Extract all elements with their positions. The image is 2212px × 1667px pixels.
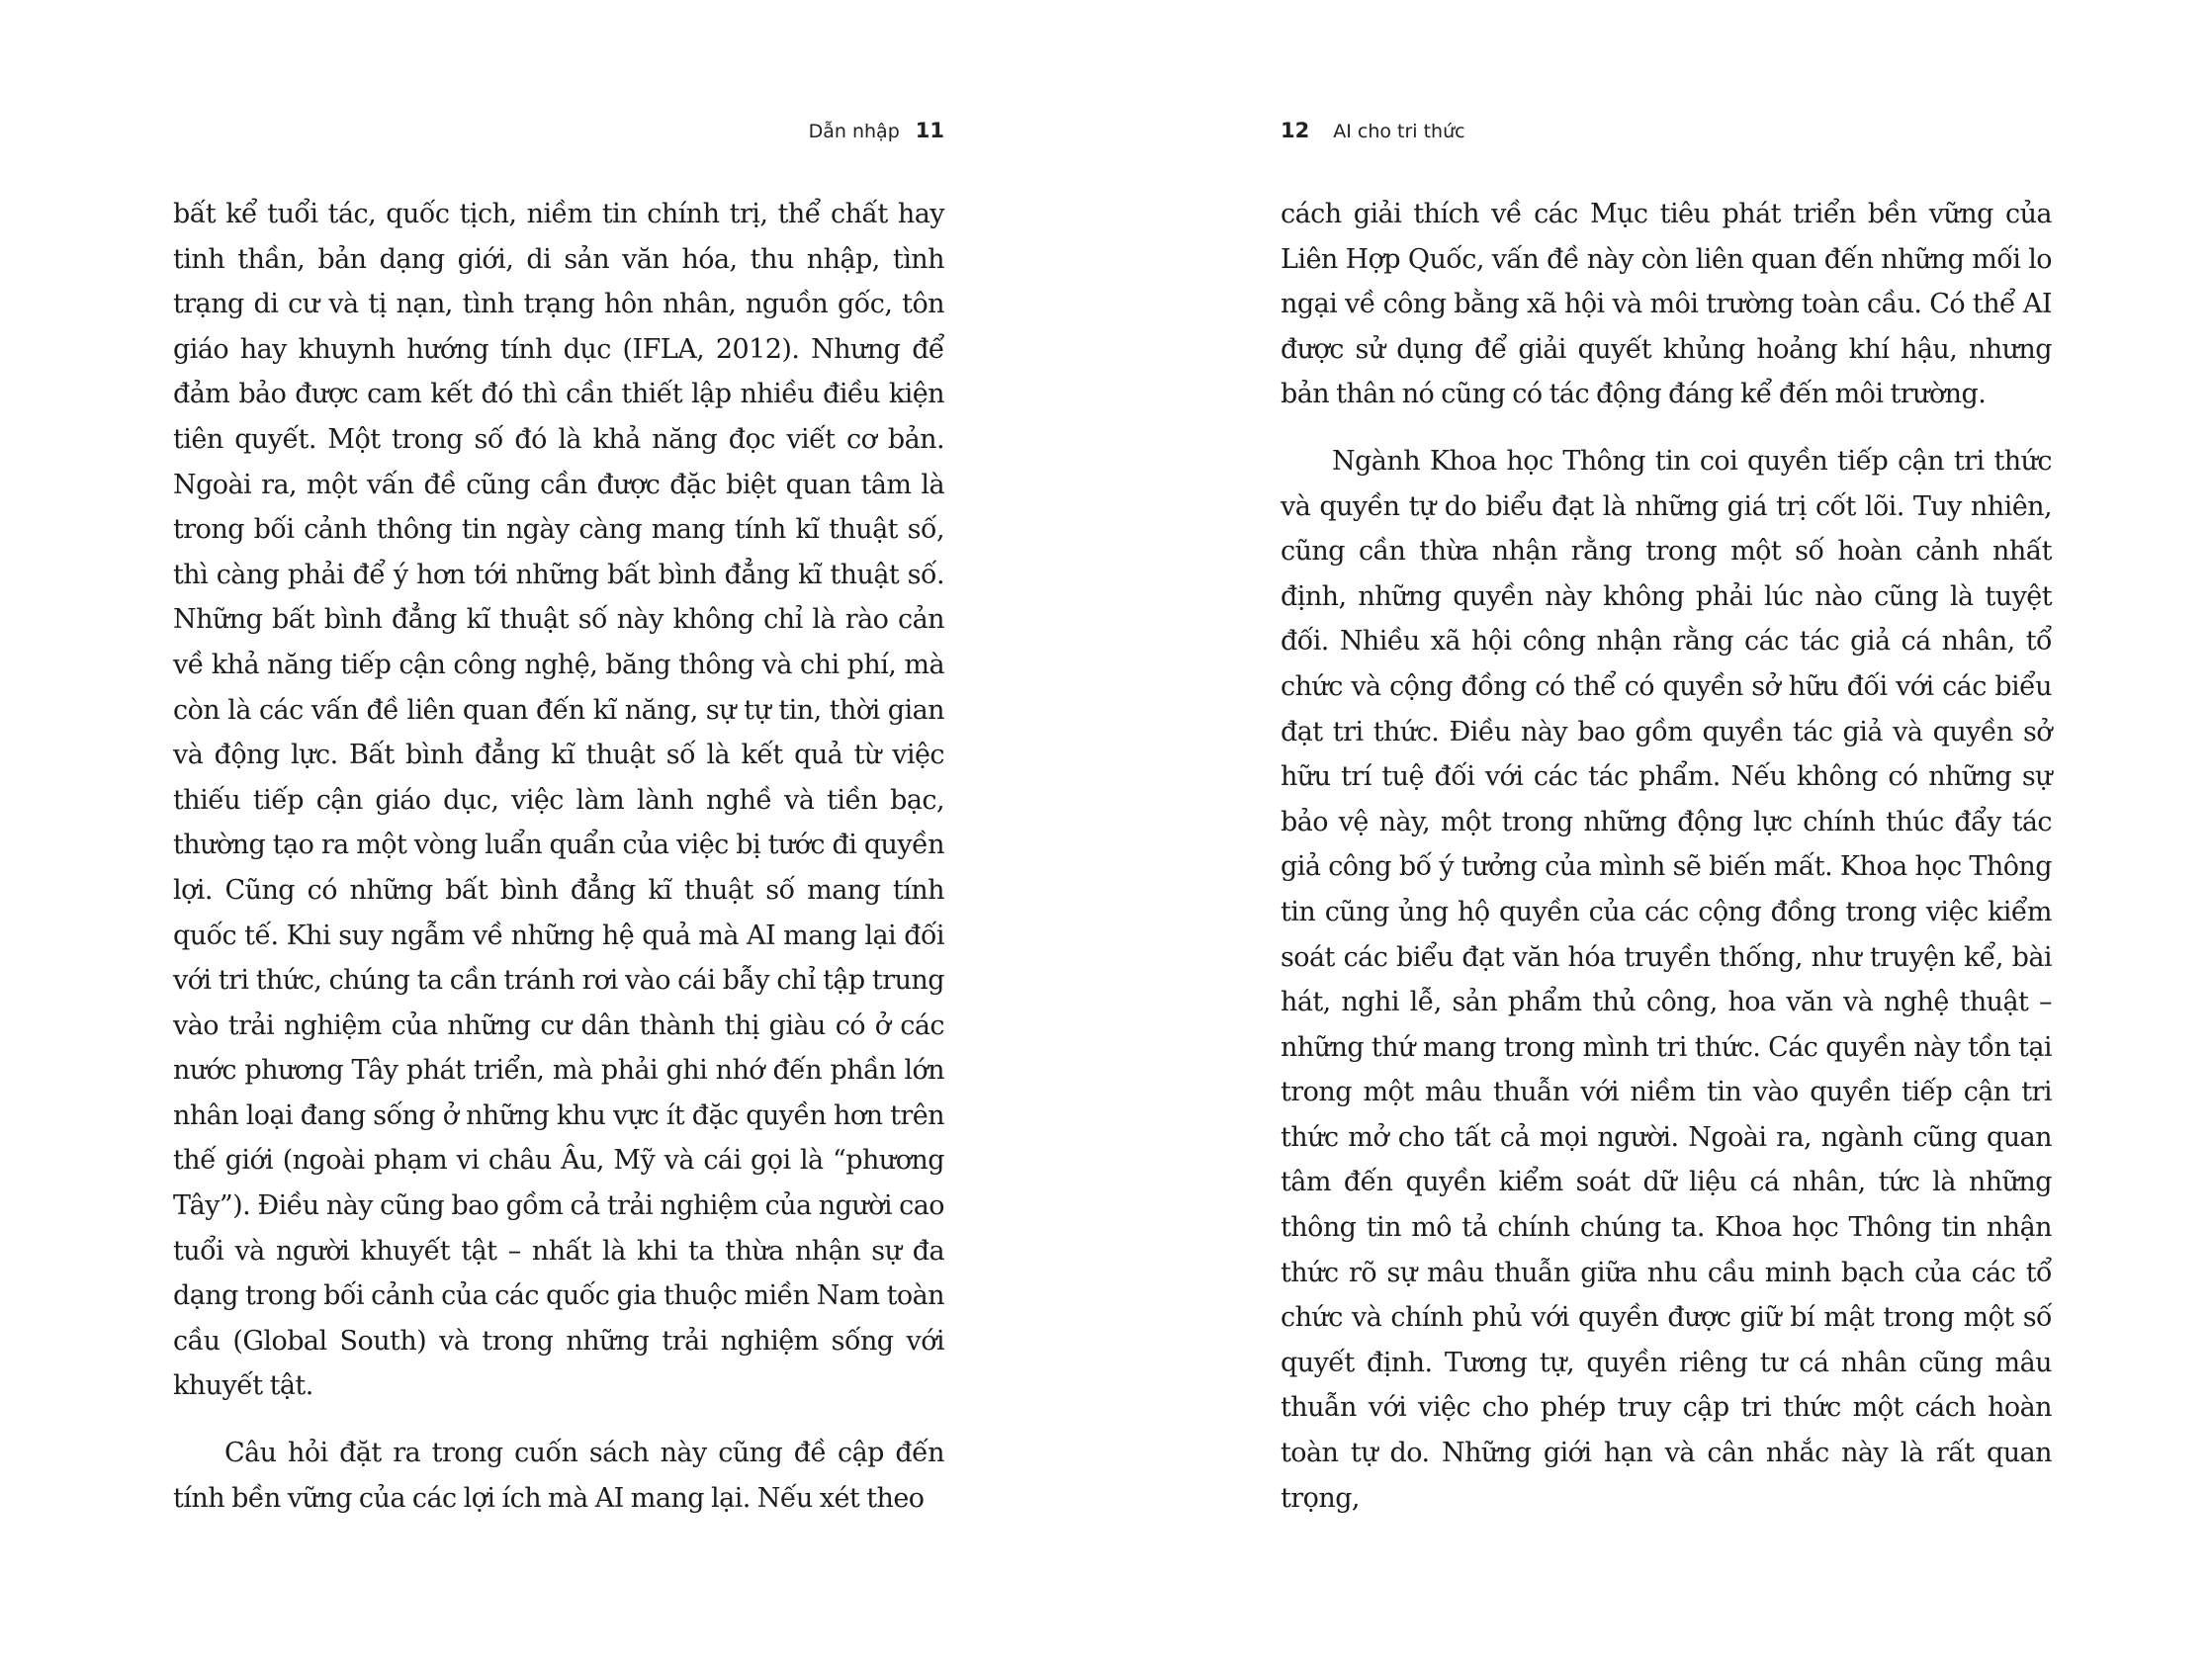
left-running-head [809, 117, 944, 145]
right-paragraph-2: Ngành Khoa học Thông tin coi quyền tiếp cận tri thức và quyền tự do biểu đạt là những giá trị cốt lõi. Tuy nhiên, cũng cần thừa nhận rằng trong một số hoàn cảnh nhất định, những quyền này không phải lúc nào cũng là tuyệt đối. Nhiều xã hội công nhận rằng các tác giả cá nhân, tổ chức và cộng đồng có thể có quyền sở hữu đối với các biểu đạt tri thức. Điều này bao gồm quyền tác giả và quyền sở hữu trí tuệ đối với các tác phẩm. Nếu không có những sự bảo vệ này, một trong những động lực chính thúc đẩy tác giả công bố ý tưởng của mình sẽ biến mất. Khoa học Thông tin cũng ủng hộ quyền của các cộng đồng trong việc kiểm soát các biểu đạt văn hóa truyền thống, như truyện kể, bài hát, nghi lễ, sản phẩm thủ công, hoa văn và nghệ thuật – những thứ mang trong mình tri thức. Các quyền này tồn tại trong một mâu thuẫn với niềm tin vào quyền tiếp cận tri thức mở cho tất cả mọi người. Ngoài ra, ngành cũng quan tâm đến quyền kiểm soát dữ liệu cá nhân, tức là những thông tin mô tả chính chúng ta. Khoa học Thông tin nhận thức rõ sự mâu thuẫn giữa nhu cầu minh bạch của các tổ chức và chính phủ với quyền được giữ bí mật trong một số quyết định. Tương tự, quyền riêng tư cá nhân cũng mâu thuẫn với việc cho phép truy cập tri thức một cách hoàn toàn tự do. Những giới hạn và cân nhắc này là rất quan trọng, [1281, 445, 2052, 1514]
right-running-head [1281, 117, 1465, 145]
left-paragraph-1: bất kể tuổi tác, quốc tịch, niềm tin chính trị, thể chất hay tinh thần, bản dạng giới, di sản văn hóa, thu nhập, tình trạng di cư và tị nạn, tình trạng hôn nhân, nguồn gốc, tôn giáo hay khuynh hướng tính dục (IFLA, 2012). Nhưng để đảm bảo được cam kết đó thì cần thiết lập nhiều điều kiện tiên quyết. Một trong số đó là khả năng đọc viết cơ bản. Ngoài ra, một vấn đề cũng cần được đặc biệt quan tâm là trong bối cảnh thông tin ngày càng mang tính kĩ thuật số, thì càng phải để ý hơn tới những bất bình đẳng kĩ thuật số. Những bất bình đẳng kĩ thuật số này không chỉ là rào cản về khả năng tiếp cận công nghệ, băng thông và chi phí, mà còn là các vấn đề liên quan đến kĩ năng, sự tự tin, thời gian và động lực. Bất bình đẳng kĩ thuật số là kết quả từ việc thiếu tiếp cận giáo dục, việc làm lành nghề và tiền bạc, thường tạo ra một vòng luẩn quẩn của việc bị tước đi quyền lợi. Cũng có những bất bình đẳng kĩ thuật số mang tính quốc tế. Khi suy ngẫm về những hệ quả mà AI mang lại đối với tri thức, chúng ta cần tránh rơi vào cái bẫy chỉ tập trung vào trải nghiệm của những cư dân thành thị giàu có ở các nước phương Tây phát triển, mà phải ghi nhớ đến phần lớn nhân loại đang sống ở những khu vực ít đặc quyền hơn trên thế giới (ngoài phạm vi châu Âu, Mỹ và cái gọi là “phương Tây”). Điều này cũng bao gồm cả trải nghiệm của người cao tuổi và người khuyết tật – nhất là khi ta thừa nhận sự đa dạng trong bối cảnh của các quốc gia thuộc miền Nam toàn cầu (Global South) và trong những trải nghiệm sống với khuyết tật. [173, 199, 944, 1402]
left-page-number: 11 [915, 119, 944, 142]
left-body-text [173, 192, 944, 1521]
right-running-head-title: AI cho tri thức [1333, 121, 1465, 142]
left-paragraph-2: Câu hỏi đặt ra trong cuốn sách này cũng đề cập đến tính bền vững của các lợi ích mà AI mang lại. Nếu xét theo [173, 1438, 944, 1514]
left-running-head-title: Dẫn nhập [808, 121, 900, 142]
right-page [1106, 0, 2212, 1667]
right-body-text [1281, 192, 2052, 1521]
right-paragraph-1: cách giải thích về các Mục tiêu phát triển bền vững của Liên Hợp Quốc, vấn đề này còn liên quan đến những mối lo ngại về công bằng xã hội và môi trường toàn cầu. Có thể AI được sử dụng để giải quyết khủng hoảng khí hậu, nhưng bản thân nó cũng có tác động đáng kể đến môi trường. [1281, 199, 2052, 410]
right-page-number: 12 [1281, 119, 1310, 142]
